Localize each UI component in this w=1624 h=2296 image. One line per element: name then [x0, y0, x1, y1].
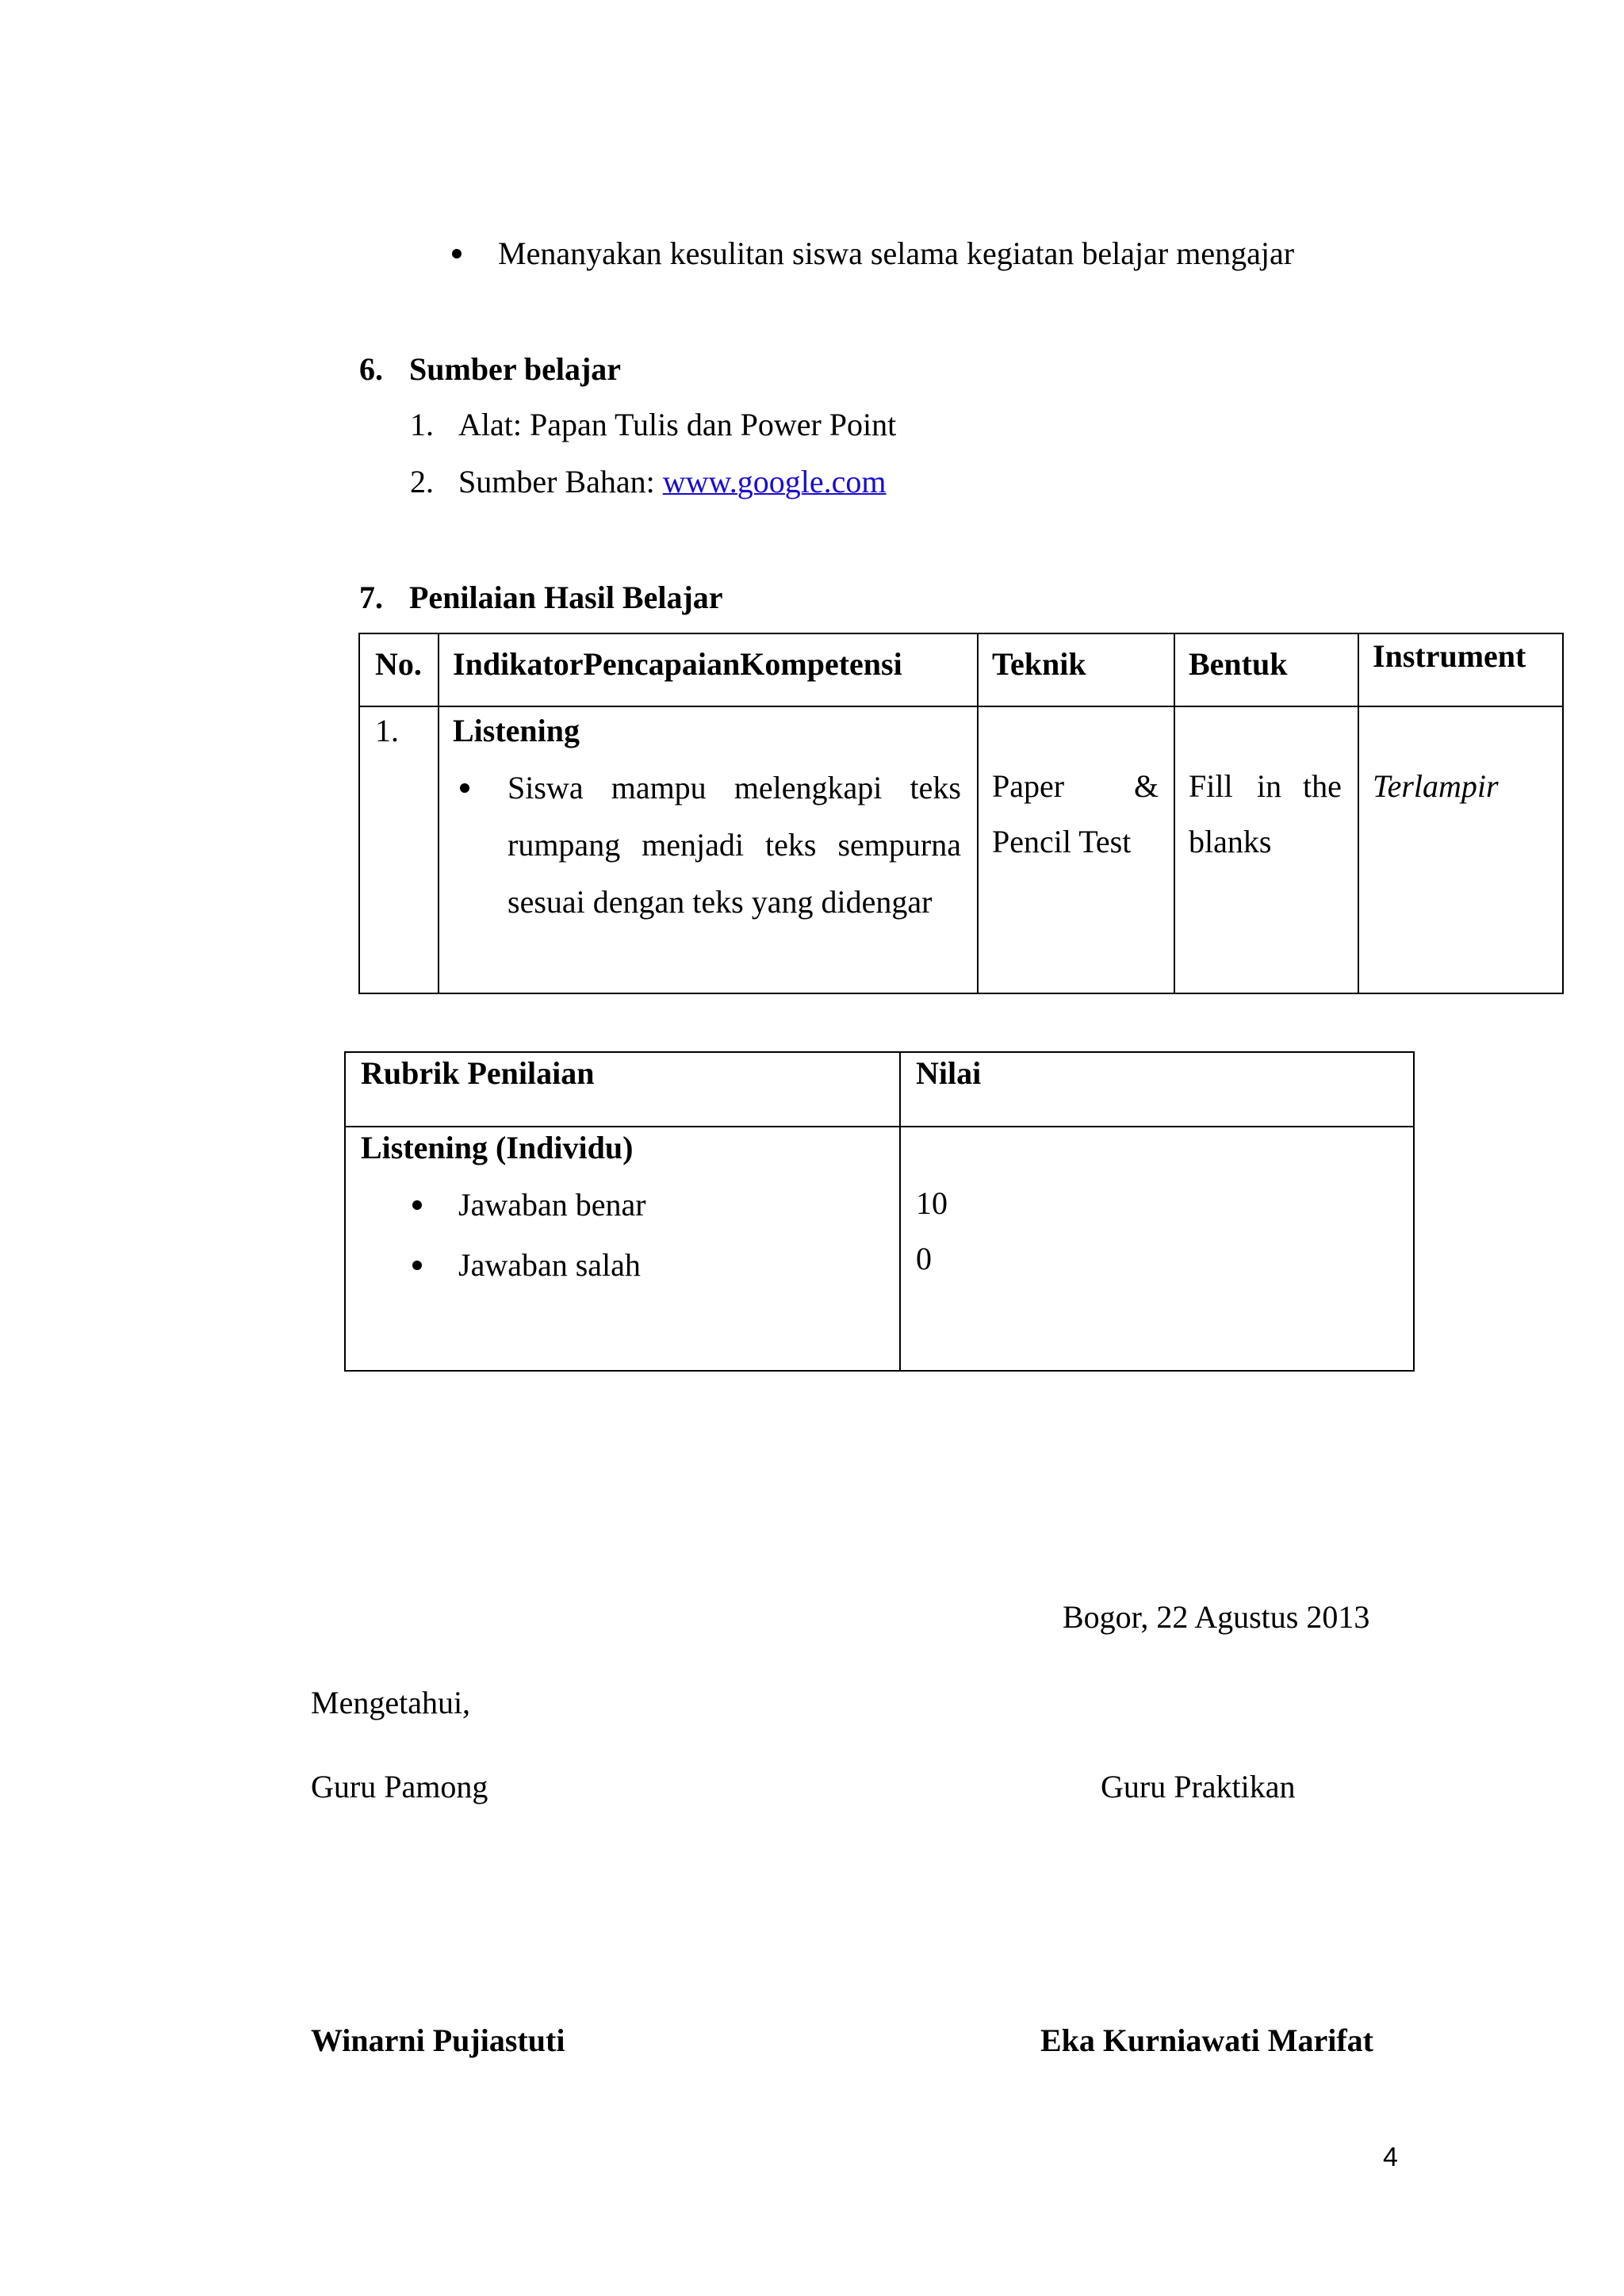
rubric-header: Rubrik Penilaian: [361, 1055, 595, 1091]
rubric-item-value: 10: [916, 1185, 948, 1221]
section-6-number: 6.: [359, 351, 383, 387]
bentuk-text: in: [1257, 768, 1282, 804]
section-7-number: 7.: [359, 580, 383, 615]
source-item-text: Alat: Papan Tulis dan Power Point: [458, 407, 897, 442]
teknik-text: Pencil Test: [992, 824, 1132, 859]
header-no: No.: [375, 646, 422, 682]
right-signatory-name: Eka Kurniawati Marifat: [1040, 2022, 1373, 2058]
indicator-line: rumpang menjadi teks sempurna: [508, 827, 961, 863]
acknowledge-text: Mengetahui,: [311, 1685, 471, 1720]
row-skill: Listening: [453, 713, 580, 748]
left-role: Guru Pamong: [311, 1769, 488, 1804]
source-item-line: [458, 466, 887, 498]
right-role: Guru Praktikan: [1101, 1769, 1296, 1804]
instrument-text: Terlampir: [1373, 768, 1499, 804]
header-bentuk: Bentuk: [1189, 646, 1288, 682]
bullet-icon: [460, 783, 469, 793]
rubric-item-label: Jawaban benar: [458, 1187, 646, 1223]
page-number: 4: [1383, 2142, 1398, 2172]
bentuk-text: the: [1303, 768, 1342, 804]
source-item-number: 1.: [410, 407, 434, 442]
nilai-header: Nilai: [916, 1055, 982, 1091]
rubric-item-value: 0: [916, 1241, 932, 1276]
place-date: Bogor, 22 Agustus 2013: [1063, 1599, 1370, 1635]
source-link[interactable]: www.google.com: [662, 464, 887, 499]
header-instrument: Instrument: [1373, 638, 1526, 674]
left-signatory-name: Winarni Pujiastuti: [311, 2022, 565, 2058]
top-bullet-text: Menanyakan kesulitan siswa selama kegiatan belajar mengajar: [498, 235, 1295, 271]
indicator-line: sesuai dengan teks yang didengar: [508, 884, 933, 920]
bullet-icon: [452, 249, 462, 258]
bullet-icon: [412, 1200, 422, 1210]
bentuk-text: Fill: [1189, 768, 1233, 804]
bentuk-text: blanks: [1189, 824, 1272, 859]
indicator-line: Siswa mampu melengkapi teks: [508, 770, 961, 806]
teknik-text: Paper: [992, 768, 1065, 804]
source-item-text: Sumber Bahan:: [458, 464, 663, 499]
section-6-title: Sumber belajar: [409, 351, 622, 387]
header-teknik: Teknik: [992, 646, 1086, 682]
source-item-number: 2.: [410, 464, 434, 499]
rubric-item-label: Jawaban salah: [458, 1247, 641, 1283]
section-7-title: Penilaian Hasil Belajar: [409, 580, 723, 615]
header-indikator: IndikatorPencapaianKompetensi: [453, 646, 902, 682]
rubric-group: Listening (Individu): [361, 1130, 634, 1165]
bullet-icon: [412, 1261, 422, 1270]
row-no: 1.: [375, 713, 399, 748]
teknik-text: &: [1134, 768, 1159, 804]
